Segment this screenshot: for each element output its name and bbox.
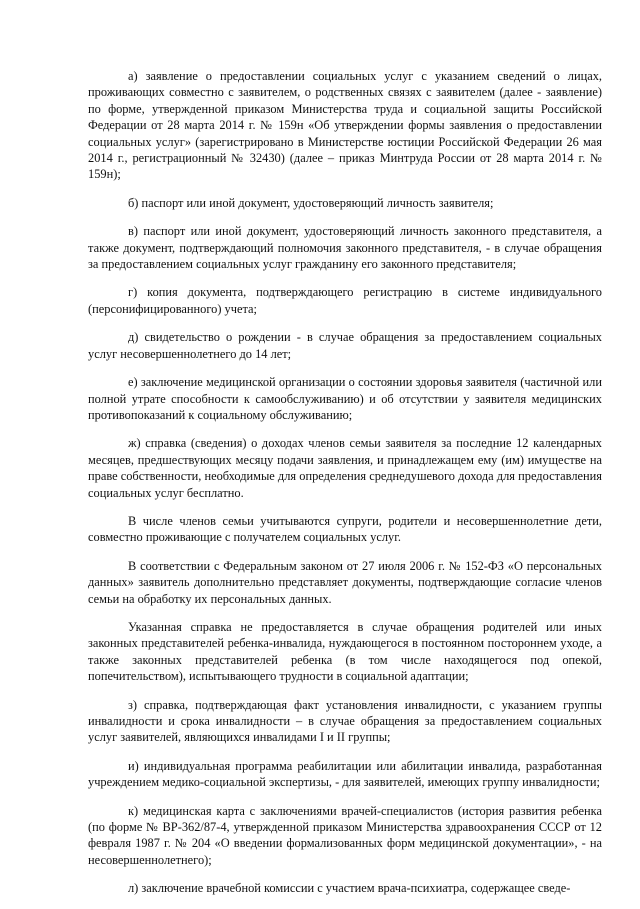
- paragraph-v: в) паспорт или иной документ, удостоверяющий личность законного представителя, а также документ, подтверждающий полномочия законного представителя, - в случае обращения за предоставлением социальных услуг гражданину его законного представителя;: [88, 224, 602, 272]
- paragraph-g: г) копия документа, подтверждающего регистрацию в системе индивидуального (персонифицированного) учета;: [88, 285, 602, 316]
- paragraph-a: а) заявление о предоставлении социальных услуг с указанием сведений о лицах, проживающих совместно с заявителем, о родственных связях с заявителем (далее - заявление) по форме, утвержденной приказом Министерства труда и социальной защиты Российской Федерации от 28 марта 2014 г. № 159н «Об утверждении формы заявления о предоставлении социальных услуг» (зарегистрировано в Министерстве юстиции Российской Федерации 26 мая 2014 г., регистрационный № 32430) (далее – приказ Минтруда России от 28 марта 2014 г. № 159н);: [88, 69, 602, 182]
- document-body: [88, 68, 602, 909]
- paragraph-z: з) справка, подтверждающая факт установления инвалидности, с указанием группы инвалидности и срока инвалидности – в случае обращения за предоставлением социальных услуг заявителей, являющихся инвалидами I и II группы;: [88, 697, 602, 745]
- paragraph-personal-data-law: В соответствии с Федеральным законом от 27 июля 2006 г. № 152-ФЗ «О персональных данных» заявитель дополнительно представляет документы, подтверждающие согласие членов семьи на обработку их персональных данных.: [88, 558, 602, 606]
- paragraph-d: д) свидетельство о рождении - в случае обращения за предоставлением социальных услуг несовершеннолетнего до 14 лет;: [88, 330, 602, 361]
- paragraph-zh: ж) справка (сведения) о доходах членов семьи заявителя за последние 12 календарных месяцев, предшествующих месяцу подачи заявления, и принадлежащем ему (им) имуществе на праве собственности, необходимые для определения среднедушевого дохода для предоставления социальных услуг бесплатно.: [88, 436, 602, 500]
- paragraph-k: к) медицинская карта с заключениями врачей-специалистов (история развития ребенка (по форме № ВР-362/87-4, утвержденной приказом Министерства здравоохранения СССР от 12 февраля 1987 г. № 204 «О введении формализованных форм медицинской документации», - на несовершеннолетнего);: [88, 803, 602, 867]
- paragraph-l: л) заключение врачебной комиссии с участием врача-психиатра, содержащее сведе-: [128, 881, 571, 896]
- paragraph-certificate-exemption: Указанная справка не предоставляется в случае обращения родителей или иных законных представителей ребенка-инвалида, нуждающегося в постоянном постороннем уходе, а также законных представителей ребенка (в том числе находящегося под опекой, попечительством), испытывающего трудности в социальной адаптации;: [88, 619, 602, 684]
- paragraph-b: б) паспорт или иной документ, удостоверяющий личность заявителя;: [128, 195, 494, 210]
- paragraph-family-members: В числе членов семьи учитываются супруги, родители и несовершеннолетние дети, совместно проживающие с получателем социальных услуг.: [88, 513, 602, 545]
- paragraph-e: е) заключение медицинской организации о состоянии здоровья заявителя (частичной или полной утрате способности к самообслуживанию) и об отсутствии у заявителя медицинских противопоказаний к социальному обслуживанию;: [88, 375, 602, 422]
- paragraph-i: и) индивидуальная программа реабилитации или абилитации инвалида, разработанная учреждением медико-социальной экспертизы, - для заявителей, имеющих группу инвалидности;: [88, 758, 602, 790]
